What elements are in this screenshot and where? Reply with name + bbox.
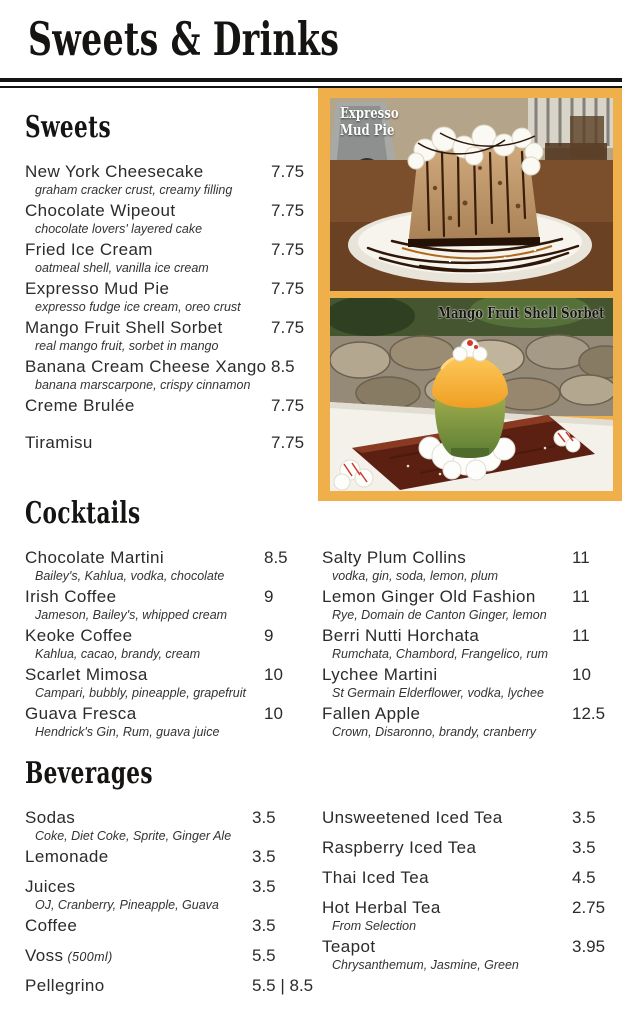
item-price: 10: [572, 665, 591, 684]
item-description: Chrysanthemum, Jasmine, Green: [332, 958, 519, 972]
item-name: Berri Nutti Horchata: [322, 626, 480, 645]
menu-item-creme-brulee: [25, 395, 317, 432]
item-price: 3.5: [252, 877, 276, 896]
menu-item-juices: [25, 876, 310, 913]
section-sweets: [25, 110, 317, 469]
item-description: Rumchata, Chambord, Frangelico, rum: [332, 647, 549, 661]
photo-label-expresso-mud-pie: Expresso Mud Pie: [340, 104, 399, 139]
item-name: Irish Coffee: [25, 587, 117, 606]
item-description: From Selection: [332, 919, 417, 933]
item-price: 8.5: [264, 548, 288, 567]
item-description: vodka, gin, soda, lemon, plum: [332, 569, 499, 583]
mango-sorbet-illustration: [330, 298, 613, 491]
item-price: 5.5: [252, 946, 276, 965]
menu-item-lemonade: [25, 846, 310, 876]
menu-item-fried-ice-cream: [25, 239, 317, 276]
item-size-note: (500ml): [67, 950, 113, 964]
item-name: Guava Fresca: [25, 704, 137, 723]
item-description: expresso fudge ice cream, oreo crust: [35, 300, 241, 314]
menu-item-new-york-cheesecake: [25, 161, 317, 198]
menu-item-irish-coffee: [25, 586, 310, 623]
item-price: 3.5: [572, 808, 596, 827]
item-price: 9: [264, 626, 274, 645]
item-name: Tiramisu: [25, 433, 93, 452]
item-name: Coffee: [25, 916, 78, 935]
item-price: 7.75: [271, 396, 305, 415]
item-description: Hendrick's Gin, Rum, guava juice: [35, 725, 220, 739]
item-name: Lemonade: [25, 847, 109, 866]
item-name: Salty Plum Collins: [322, 548, 467, 567]
menu-item-lemon-ginger-old-fashion: [322, 586, 610, 623]
menu-item-hot-herbal-tea: [322, 897, 610, 934]
menu-item-chocolate-wipeout: [25, 200, 317, 237]
cocktails-right-column: [322, 547, 610, 742]
beverages-right-column: [322, 807, 610, 1005]
menu-item-chocolate-martini: [25, 547, 310, 584]
photo-frame: [318, 88, 622, 501]
beverages-heading: Beverages: [25, 756, 153, 791]
sweets-heading: Sweets: [25, 110, 111, 145]
cocktails-left-column: [25, 547, 310, 742]
menu-item-voss: [25, 945, 310, 975]
item-name: Teapot: [322, 937, 376, 956]
item-price: 3.5: [252, 808, 276, 827]
section-cocktails: [25, 496, 610, 742]
title-divider: [0, 78, 622, 88]
menu-item-raspberry-iced-tea: [322, 837, 610, 867]
item-name: Fried Ice Cream: [25, 240, 153, 259]
item-name: New York Cheesecake: [25, 162, 204, 181]
item-description: Jameson, Bailey's, whipped cream: [35, 608, 228, 622]
item-price: 2.75: [572, 898, 606, 917]
item-price: 7.75: [271, 279, 305, 298]
item-price: 11: [572, 626, 590, 645]
item-name: Hot Herbal Tea: [322, 898, 441, 917]
page-title: Sweets & Drinks: [28, 12, 340, 66]
item-description: oatmeal shell, vanilla ice cream: [35, 261, 209, 275]
cocktails-heading: Cocktails: [25, 496, 141, 531]
menu-item-pellegrino: [25, 975, 314, 1005]
item-name: Lychee Martini: [322, 665, 438, 684]
menu-item-scarlet-mimosa: [25, 664, 310, 701]
item-price: 3.5: [252, 916, 276, 935]
beverages-left-column: [25, 807, 314, 1005]
item-price: 9: [264, 587, 274, 606]
item-price: 4.5: [572, 868, 596, 887]
item-price: 7.75: [271, 201, 305, 220]
item-name: Voss (500ml): [25, 946, 113, 965]
item-price: 12.5: [572, 704, 606, 723]
item-description: Crown, Disaronno, brandy, cranberry: [332, 725, 537, 739]
item-price: 3.95: [572, 937, 606, 956]
item-description: OJ, Cranberry, Pineapple, Guava: [35, 898, 219, 912]
item-name: Creme Brulée: [25, 396, 135, 415]
item-description: Campari, bubbly, pineapple, grapefruit: [35, 686, 247, 700]
item-description: Rye, Domain de Canton Ginger, lemon: [332, 608, 547, 622]
item-name: Juices: [25, 877, 76, 896]
menu-item-mango-fruit-shell-sorbet: [25, 317, 317, 354]
menu-item-coffee: [25, 915, 310, 945]
item-name: Unsweetened Iced Tea: [322, 808, 503, 827]
section-beverages: [25, 756, 610, 1005]
item-price: 5.5 | 8.5: [252, 976, 314, 995]
item-name: Sodas: [25, 808, 76, 827]
menu-item-thai-iced-tea: [322, 867, 610, 897]
item-description: graham cracker crust, creamy filling: [35, 183, 233, 197]
menu-item-banana-cream-cheese-xango: [25, 356, 317, 393]
item-description: Coke, Diet Coke, Sprite, Ginger Ale: [35, 829, 232, 843]
item-description: banana marscarpone, crispy cinnamon: [35, 378, 251, 392]
item-description: Bailey's, Kahlua, vodka, chocolate: [35, 569, 225, 583]
item-name: Keoke Coffee: [25, 626, 133, 645]
item-price: 3.5: [252, 847, 276, 866]
item-description: real mango fruit, sorbet in mango: [35, 339, 219, 353]
item-name: Lemon Ginger Old Fashion: [322, 587, 536, 606]
item-price: 11: [572, 587, 590, 606]
item-price: 11: [572, 548, 590, 567]
item-name: Mango Fruit Shell Sorbet: [25, 318, 223, 337]
item-description: chocolate lovers' layered cake: [35, 222, 203, 236]
item-price: 7.75: [271, 240, 305, 259]
menu-item-sodas: [25, 807, 310, 844]
photo-mango-fruit-shell-sorbet: [330, 298, 613, 491]
menu-item-guava-fresca: [25, 703, 310, 740]
menu-item-salty-plum-collins: [322, 547, 610, 584]
item-price: 10: [264, 704, 283, 723]
item-name: Pellegrino: [25, 976, 105, 995]
photo-label-mango-sorbet: Mango Fruit Shell Sorbet: [438, 304, 605, 322]
item-name: Thai Iced Tea: [322, 868, 429, 887]
menu-item-unsweetened-iced-tea: [322, 807, 610, 837]
menu-item-expresso-mud-pie: [25, 278, 317, 315]
menu-item-keoke-coffee: [25, 625, 310, 662]
item-price: 7.75: [271, 318, 305, 337]
item-price: 7.75: [271, 162, 305, 181]
item-name: Chocolate Wipeout: [25, 201, 176, 220]
item-name: Expresso Mud Pie: [25, 279, 170, 298]
menu-item-fallen-apple: [322, 703, 610, 740]
item-price: 8.5: [271, 357, 295, 376]
item-name: Banana Cream Cheese Xango: [25, 357, 267, 376]
item-name: Scarlet Mimosa: [25, 665, 148, 684]
menu-item-tiramisu: [25, 432, 317, 469]
item-name: Chocolate Martini: [25, 548, 165, 567]
item-name: Fallen Apple: [322, 704, 421, 723]
menu-item-berri-nutti-horchata: [322, 625, 610, 662]
item-price: 10: [264, 665, 283, 684]
photo-expresso-mud-pie: [330, 98, 613, 291]
item-description: St Germain Elderflower, vodka, lychee: [332, 686, 544, 700]
item-price: 3.5: [572, 838, 596, 857]
item-name: Raspberry Iced Tea: [322, 838, 477, 857]
menu-item-lychee-martini: [322, 664, 610, 701]
menu-item-teapot: [322, 936, 610, 973]
item-price: 7.75: [271, 433, 305, 452]
item-description: Kahlua, cacao, brandy, cream: [35, 647, 201, 661]
